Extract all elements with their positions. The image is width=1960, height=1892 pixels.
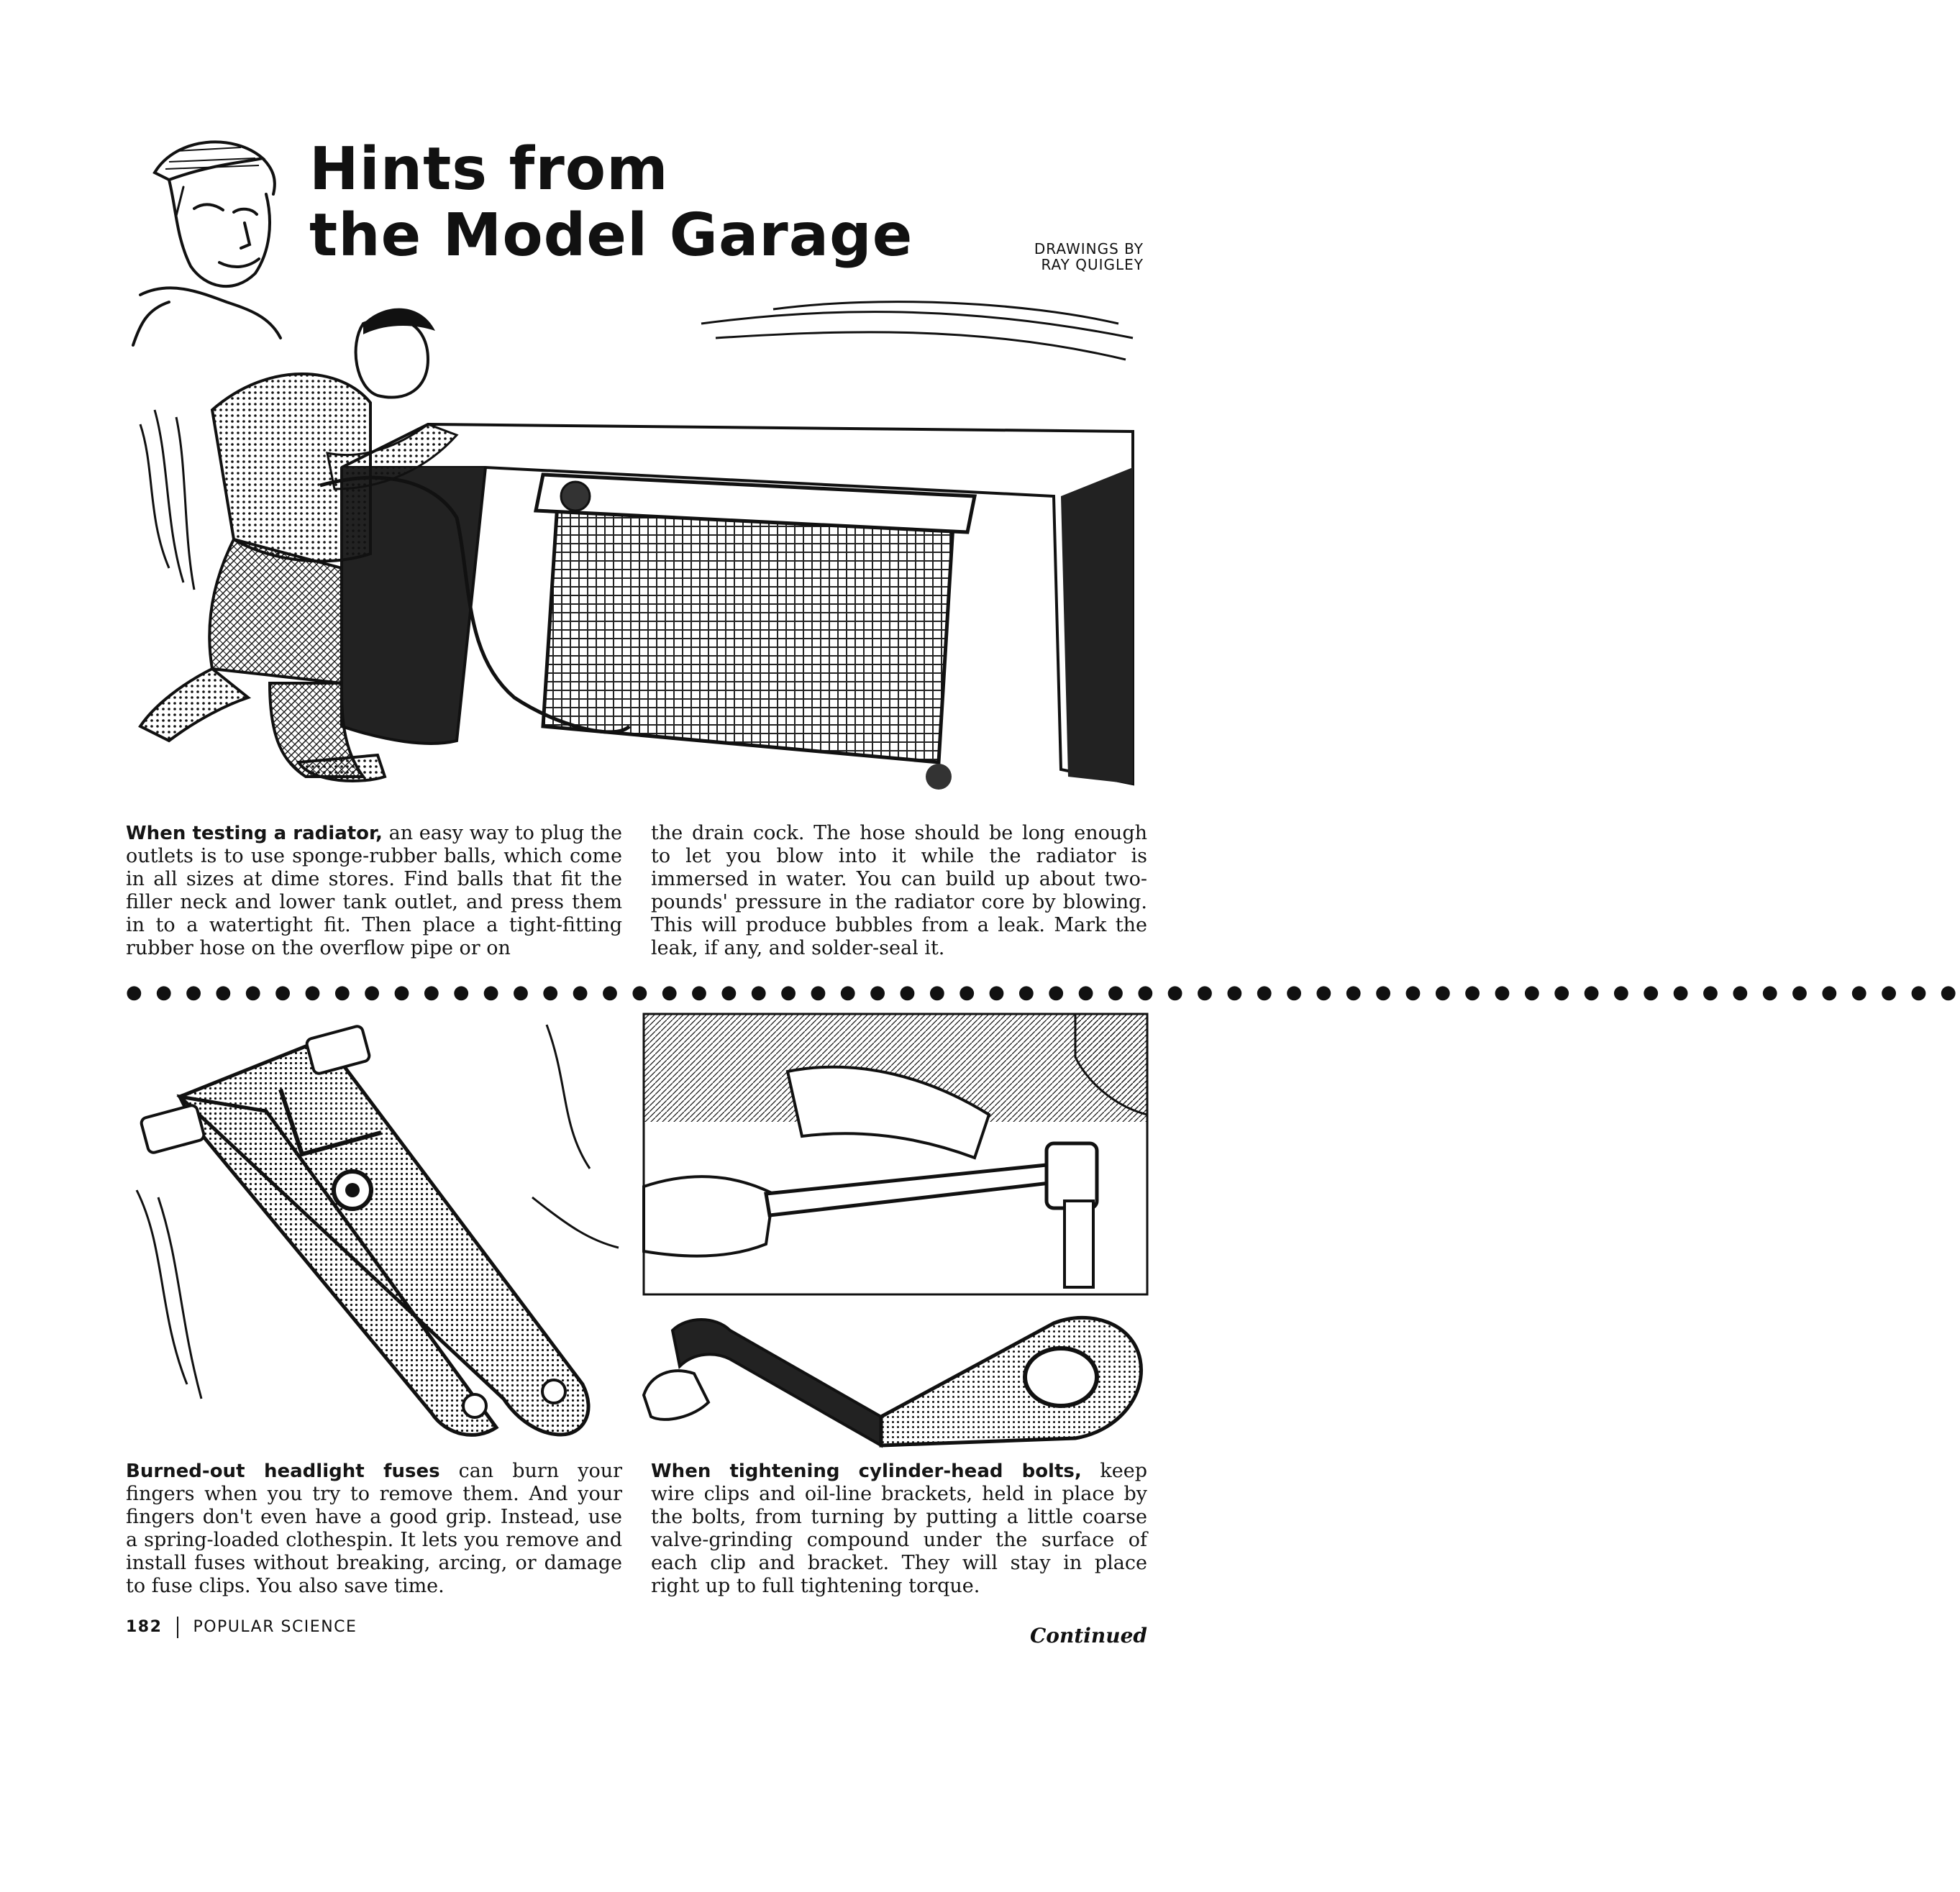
title-line-2: the Model Garage <box>309 201 913 270</box>
continued-label: Continued <box>1030 1624 1147 1647</box>
article-radiator-col1 <box>126 822 622 960</box>
byline-line-1: DRAWINGS BY <box>1034 240 1144 257</box>
wrench-illustration <box>644 1014 1147 1294</box>
article-radiator-text-1: an easy way to plug the outlets is to use sponge-rubber balls, which come in all sizes at dime stores. Find balls that fit the filler neck and lower tank outlet, and press them in to a watertight fit. Then place a tight-fitting rubber hose on the overflow pipe or on <box>126 822 623 959</box>
clothespin-illustration <box>122 1010 626 1442</box>
bracket-illustration <box>644 1309 1147 1453</box>
byline <box>971 241 1144 273</box>
article-cylinder-head-lead: When tightening cylinder-head bolts, <box>651 1461 1082 1482</box>
title-line-1: Hints from <box>309 135 669 204</box>
radiator-illustration <box>126 280 1147 805</box>
article-fuses <box>126 1460 622 1598</box>
article-cylinder-head-text: keep wire clips and oil-line brackets, held in place by the bolts, from turning by putting a little coarse valve-grinding compound under the surface of each clip and bracket. They will stay in place right up to full tightening torque. <box>651 1460 1147 1597</box>
article-fuses-text: can burn your fingers when you try to remove them. And your fingers don't even have a good grip. Instead, use a spring-loaded clothespin. It lets you remove and install fuses without breaking, arcing, or damage to fuse clips. You also save time. <box>126 1460 622 1597</box>
article-cylinder-head <box>651 1460 1147 1598</box>
page-number: 182 <box>126 1618 163 1636</box>
byline-line-2: RAY QUIGLEY <box>1041 256 1144 273</box>
page-footer <box>126 1617 629 1638</box>
article-radiator-lead: When testing a radiator, <box>126 823 383 844</box>
magazine-name: POPULAR SCIENCE <box>193 1618 357 1636</box>
article-radiator-text-2: the drain cock. The hose should be long enough to let you blow into it while the radiator is immersed in water. You can build up about two-pounds' pressure in the radiator core by blowing. This will produce bubbles from a leak. Mark the leak, if any, and solder-seal it. <box>651 822 1147 959</box>
dotted-separator: ● ● ● ● ● ● ● ● ● ● ● ● ● ● ● ● ● ● ● ● ● ● ● ● ● ● ● ● ● ● ● ● ● ● ● ● ● ● ● ● ● ● ● ● ● ● ● ● ● ● ● ● ● ● ● ● ● ● ● ● ● ● <box>126 982 1960 1003</box>
footer-divider <box>177 1617 178 1638</box>
article-fuses-lead: Burned-out headlight fuses <box>126 1461 440 1482</box>
article-radiator-col2 <box>651 822 1147 960</box>
page-title <box>309 137 928 269</box>
